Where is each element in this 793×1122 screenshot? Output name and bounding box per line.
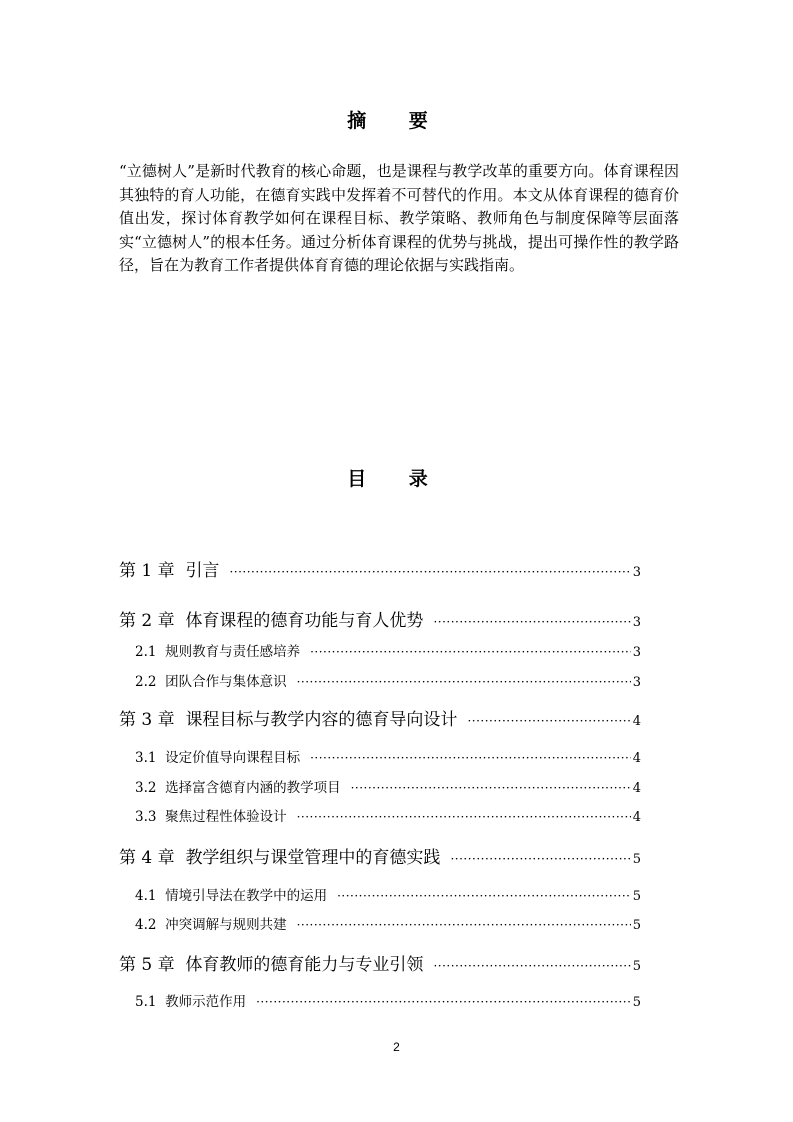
- toc-leader-dots: [337, 889, 631, 903]
- toc-entry-section-4-1[interactable]: [119, 884, 641, 904]
- toc-entry-label: 课程目标与教学内容的德育导向设计: [185, 710, 458, 730]
- toc-entry-section-3-2[interactable]: [119, 776, 641, 796]
- toc-entry-section-3-3[interactable]: [119, 805, 641, 825]
- toc-leader-dots: [450, 852, 630, 866]
- toc-entry-section-4-2[interactable]: [119, 913, 641, 933]
- toc-entry-label: 引言: [185, 561, 220, 581]
- toc-entry-chapter-1[interactable]: [119, 556, 641, 581]
- toc-leader-dots: [433, 959, 630, 973]
- abstract-body: “立德树人”是新时代教育的核心命题，也是课程与教学改革的重要方向。体育课程因其独特的育人功能，在德育实践中发挥着不可替代的作用。本文从体育课程的德育价值出发，探讨体育教学如何在课程目标、教学策略、教师角色与制度保障等层面落实“立德树人”的根本任务。通过分析体育课程的优势与挑战，提出可操作性的教学路径，旨在为教育工作者提供体育育德的理论依据与实践指南。: [119, 162, 679, 274]
- toc-entry-chapter-4[interactable]: [119, 843, 641, 868]
- toc-entry-page: 5: [632, 852, 641, 867]
- toc-entry-page: 4: [632, 714, 641, 729]
- toc-entry-number: 4.2: [135, 917, 157, 933]
- toc-entry-label: 设定价值导向课程目标: [165, 750, 301, 766]
- toc-entry-label: 团队合作与集体意识: [165, 674, 287, 690]
- toc-leader-dots: [351, 781, 631, 795]
- toc-entry-number: 3.1: [135, 750, 157, 766]
- toc-leader-dots: [310, 751, 631, 765]
- toc-entry-page: 4: [632, 810, 641, 825]
- toc-entry-label: 聚焦过程性体验设计: [165, 809, 287, 825]
- toc-entry-chapter-3[interactable]: [119, 705, 641, 730]
- toc-entry-page: 4: [632, 781, 641, 796]
- toc-entry-page: 5: [632, 918, 641, 933]
- toc-entry-page: 4: [632, 751, 641, 766]
- toc-leader-dots: [229, 565, 630, 579]
- toc-entry-section-2-1[interactable]: [119, 640, 641, 660]
- toc-entry-label: 教学组织与课堂管理中的育德实践: [185, 848, 441, 868]
- toc-entry-number: 3.2: [135, 780, 157, 796]
- toc-entry-label: 体育教师的德育能力与专业引领: [185, 955, 424, 975]
- toc-entry-number: 5.1: [135, 994, 157, 1010]
- toc-entry-page: 3: [632, 645, 641, 660]
- toc-entry-number: 第 1 章: [119, 561, 175, 581]
- toc-entry-page: 5: [632, 995, 641, 1010]
- toc-entry-number: 2.2: [135, 674, 157, 690]
- toc-entry-label: 冲突调解与规则共建: [165, 917, 287, 933]
- toc-entry-label: 教师示范作用: [165, 994, 247, 1010]
- toc-title: 目 录: [347, 468, 446, 490]
- toc-entry-label: 规则教育与责任感培养: [165, 644, 301, 660]
- toc-entry-page: 3: [632, 675, 641, 690]
- toc-leader-dots: [297, 918, 631, 932]
- toc-entry-chapter-5[interactable]: [119, 950, 641, 975]
- toc-entry-number: 3.3: [135, 809, 157, 825]
- toc-entry-number: 4.1: [135, 888, 157, 904]
- toc-leader-dots: [310, 645, 631, 659]
- toc-entry-page: 3: [632, 615, 641, 630]
- toc-leader-dots: [467, 714, 630, 728]
- toc-entry-page: 5: [632, 889, 641, 904]
- toc-entry-label: 体育课程的德育功能与育人优势: [185, 611, 424, 631]
- toc-entry-page: 3: [632, 565, 641, 580]
- toc-leader-dots: [297, 810, 631, 824]
- toc-leader-dots: [297, 675, 631, 689]
- toc-entry-number: 第 3 章: [119, 710, 175, 730]
- toc-entry-label: 情境引导法在教学中的运用: [165, 888, 328, 904]
- toc-entry-number: 2.1: [135, 644, 157, 660]
- toc-entry-section-2-2[interactable]: [119, 670, 641, 690]
- toc-entry-number: 第 2 章: [119, 611, 175, 631]
- toc-entry-chapter-2[interactable]: [119, 606, 641, 631]
- toc-entry-number: 第 5 章: [119, 955, 175, 975]
- abstract-title: 摘 要: [347, 110, 446, 132]
- toc-leader-dots: [433, 615, 630, 629]
- toc-leader-dots: [256, 995, 631, 1009]
- toc-entry-number: 第 4 章: [119, 848, 175, 868]
- toc-entry-section-3-1[interactable]: [119, 746, 641, 766]
- toc-entry-label: 选择富含德育内涵的教学项目: [165, 780, 341, 796]
- page-number: 2: [393, 1040, 400, 1054]
- toc-entry-section-5-1[interactable]: [119, 990, 641, 1010]
- toc-entry-page: 5: [632, 959, 641, 974]
